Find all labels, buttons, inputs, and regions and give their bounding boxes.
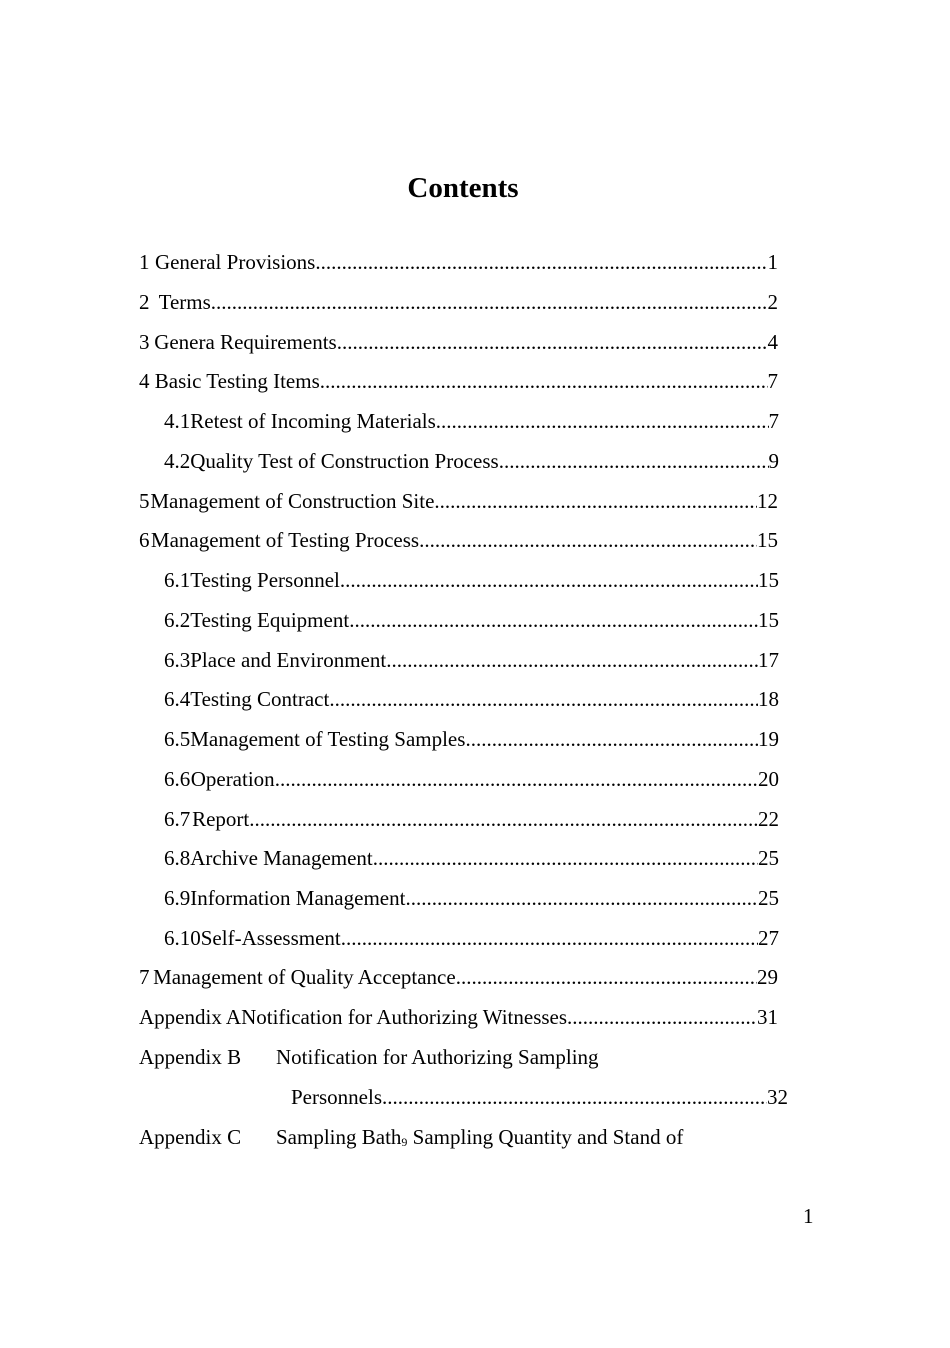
toc-page: 4	[767, 330, 778, 354]
toc-label: Place and Environment	[190, 648, 387, 672]
toc-number: 2	[139, 290, 150, 314]
toc-leader	[337, 328, 768, 356]
toc-label: Management of Testing Process	[150, 528, 420, 552]
toc-number: 6.9	[164, 886, 191, 910]
toc-label: Retest of Incoming Materials	[190, 409, 436, 433]
toc-entry-6-8[interactable]	[164, 844, 779, 872]
toc-leader	[465, 725, 758, 753]
toc-leader	[349, 606, 758, 634]
toc-page: 20	[758, 767, 779, 791]
toc-number: 4.1	[164, 409, 191, 433]
toc-number: 6	[139, 528, 150, 552]
toc-number: 6.7	[164, 807, 191, 831]
toc-page: 15	[757, 528, 778, 552]
toc-entry-5[interactable]	[139, 487, 778, 515]
page-number: 1	[803, 1204, 814, 1228]
toc-entry-4[interactable]	[139, 367, 778, 395]
toc-entry-6-9[interactable]	[164, 884, 779, 912]
toc-label: Genera Requirements	[154, 330, 337, 354]
toc-page: 12	[757, 489, 778, 513]
toc-number: 5	[139, 489, 150, 513]
toc-entry-6-3[interactable]	[164, 646, 779, 674]
toc-leader	[341, 924, 758, 952]
toc-page: 25	[758, 846, 779, 870]
toc-leader	[499, 447, 769, 475]
toc-number: 6.10	[164, 926, 201, 950]
toc-label: General Provisions	[154, 250, 316, 274]
toc-label: Management of Construction Site	[150, 489, 435, 513]
toc-page: 2	[767, 290, 778, 314]
toc-entry-6[interactable]	[139, 526, 778, 554]
toc-entry-4-2[interactable]	[164, 447, 779, 475]
toc-page: 18	[758, 687, 779, 711]
toc-page: 15	[758, 608, 779, 632]
toc-number: 4.2	[164, 449, 191, 473]
toc-entry-2[interactable]	[139, 288, 778, 316]
toc-number: 7	[139, 965, 150, 989]
toc-entry-6-7[interactable]	[164, 805, 779, 833]
toc-page: 27	[758, 926, 779, 950]
toc-page: 9	[768, 449, 779, 473]
toc-page: 7	[767, 369, 778, 393]
toc-entry-appendix-a[interactable]	[139, 1003, 778, 1031]
toc-number: 6.4	[164, 687, 191, 711]
toc-label-subscript: 9	[401, 1135, 408, 1149]
toc-entry-appendix-b[interactable]	[139, 1043, 599, 1071]
toc-label: Archive Management	[190, 846, 373, 870]
toc-number: 6.3	[164, 648, 191, 672]
toc-label: Operation	[190, 767, 275, 791]
toc-number: 4	[139, 369, 150, 393]
toc-entry-6-10[interactable]	[164, 924, 779, 952]
toc-label: Testing Equipment	[190, 608, 350, 632]
toc-entry-3[interactable]	[139, 328, 778, 356]
toc-number: Appendix B	[139, 1045, 242, 1069]
toc-label: Management of Quality Acceptance	[153, 965, 456, 989]
toc-leader	[329, 685, 758, 713]
toc-number: 6.1	[164, 568, 191, 592]
toc-page: 15	[758, 568, 779, 592]
toc-leader	[436, 407, 769, 435]
toc-leader	[315, 248, 767, 276]
toc-label: Report	[192, 807, 250, 831]
toc-leader	[373, 844, 758, 872]
toc-leader	[249, 805, 758, 833]
toc-page: 1	[767, 250, 778, 274]
toc-entry-6-4[interactable]	[164, 685, 779, 713]
toc-page: 25	[758, 886, 779, 910]
toc-leader	[567, 1003, 757, 1031]
toc-leader	[434, 487, 757, 515]
toc-label: Management of Testing Samples	[190, 727, 466, 751]
toc-label: Terms	[158, 290, 211, 314]
toc-page: 31	[757, 1005, 778, 1029]
toc-page: 17	[758, 648, 779, 672]
toc-entry-6-2[interactable]	[164, 606, 779, 634]
toc-number: 3	[139, 330, 150, 354]
toc-leader	[419, 526, 757, 554]
toc-label: Sampling Bath	[276, 1125, 402, 1149]
toc-entry-4-1[interactable]	[164, 407, 779, 435]
toc-page: 7	[768, 409, 779, 433]
toc-label: Notification for Authorizing Witnesses	[241, 1005, 568, 1029]
toc-label: Sampling Quantity and Stand of	[407, 1125, 684, 1149]
toc-entry-appendix-b-continued[interactable]	[291, 1083, 788, 1111]
toc-number: 6.8	[164, 846, 191, 870]
toc-label: Information Management	[190, 886, 406, 910]
toc-entry-1[interactable]	[139, 248, 778, 276]
toc-number: Appendix C	[139, 1125, 242, 1149]
toc-leader	[340, 566, 758, 594]
toc-entry-6-5[interactable]	[164, 725, 779, 753]
toc-page: 32	[767, 1085, 788, 1109]
toc-label: Testing Contract	[190, 687, 330, 711]
toc-entry-6-6[interactable]	[164, 765, 779, 793]
toc-label: Basic Testing Items	[154, 369, 320, 393]
toc-leader	[386, 646, 758, 674]
toc-entry-appendix-c[interactable]	[139, 1123, 683, 1156]
toc-leader	[211, 288, 768, 316]
toc-label: Quality Test of Construction Process	[190, 449, 499, 473]
toc-label: Testing Personnel	[190, 568, 340, 592]
toc-number: 1	[139, 250, 150, 274]
toc-number: 6.5	[164, 727, 191, 751]
toc-leader	[456, 963, 757, 991]
toc-label: Personnels	[291, 1085, 382, 1109]
toc-number: Appendix A	[139, 1005, 242, 1029]
toc-leader	[405, 884, 758, 912]
toc-page: 29	[757, 965, 778, 989]
toc-number: 6.6	[164, 767, 191, 791]
toc-page: 22	[758, 807, 779, 831]
toc-entry-7[interactable]	[139, 963, 778, 991]
toc-number: 6.2	[164, 608, 191, 632]
toc-leader	[320, 367, 768, 395]
toc-page: 19	[758, 727, 779, 751]
contents-title: Contents	[407, 172, 519, 204]
toc-entry-6-1[interactable]	[164, 566, 779, 594]
toc-leader	[382, 1083, 767, 1111]
toc-label: Self-Assessment	[200, 926, 341, 950]
toc-leader	[275, 765, 758, 793]
toc-label: Notification for Authorizing Sampling	[276, 1045, 599, 1069]
